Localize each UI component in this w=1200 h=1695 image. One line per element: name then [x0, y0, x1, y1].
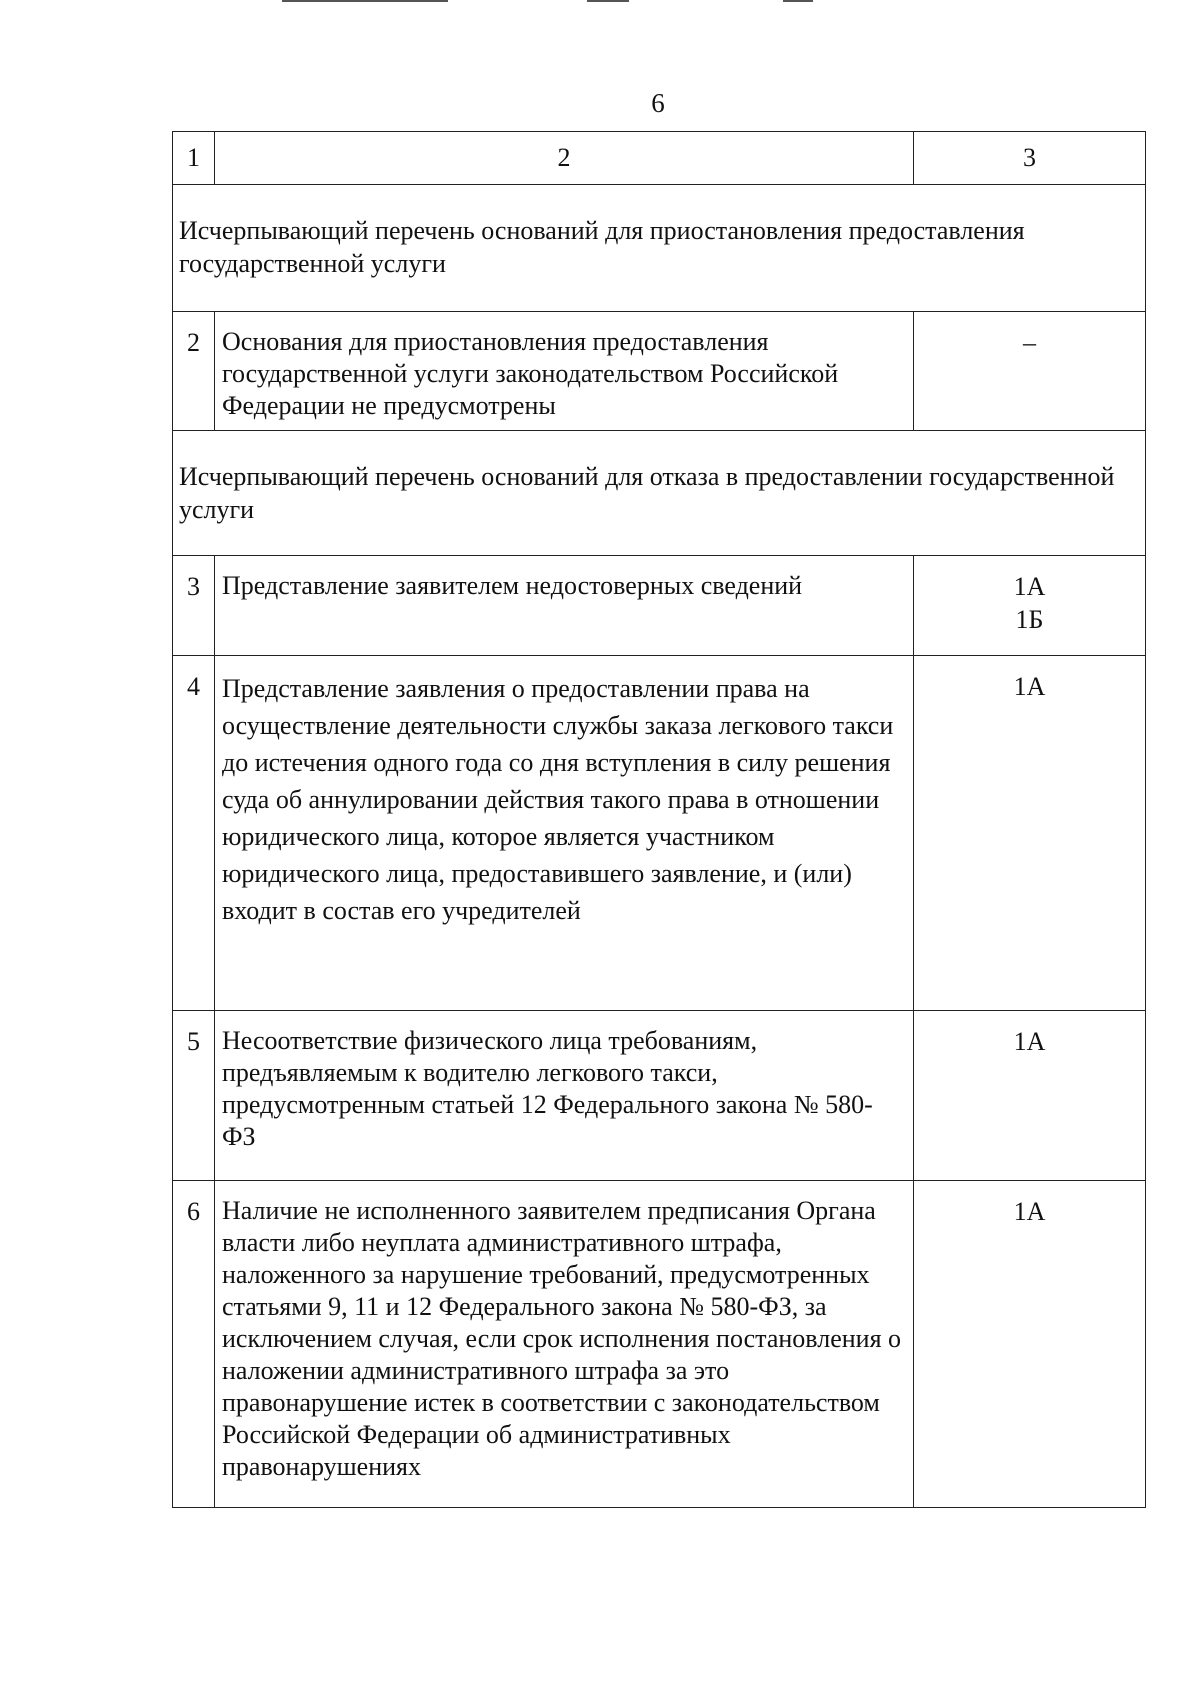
scan-artifact-line	[783, 0, 813, 2]
row-number: 6	[173, 1181, 215, 1508]
row-code: –	[1023, 328, 1036, 357]
table-row	[173, 312, 1146, 431]
row-codes	[914, 656, 1146, 1011]
scan-artifact-line	[282, 0, 448, 2]
table-row	[173, 556, 1146, 656]
column-header-2: 2	[215, 132, 914, 185]
section-heading-row	[173, 431, 1146, 556]
table-header-row	[173, 132, 1146, 185]
scan-artifact-line	[587, 0, 629, 2]
row-text: Основания для приостановления предоставления государственной услуги законодательством Российской Федерации не предусмотрены	[215, 312, 914, 431]
column-header-1: 1	[173, 132, 215, 185]
row-text: Представление заявления о предоставлении права на осуществление деятельности службы заказа легкового такси до истечения одного года со дня вступления в силу решения суда об аннулировании действия такого права в отношении юридического лица, которое является участником юридического лица, предоставившего заявление, и (или) входит в состав его учредителей	[215, 656, 914, 1011]
table-row	[173, 1181, 1146, 1508]
regulation-table	[172, 131, 1146, 1508]
row-text: Несоответствие физического лица требованиям, предъявляемым к водителю легкового такси, предусмотренным статьей 12 Федерального закона № 580-ФЗ	[215, 1011, 914, 1181]
row-number: 3	[173, 556, 215, 656]
row-code: 1А	[1013, 1197, 1046, 1226]
row-codes	[914, 1011, 1146, 1181]
row-codes	[914, 312, 1146, 431]
row-number: 5	[173, 1011, 215, 1181]
page-number: 6	[651, 88, 665, 118]
table-row	[173, 1011, 1146, 1181]
row-codes	[914, 1181, 1146, 1508]
row-code: 1А	[1013, 1027, 1046, 1056]
row-text: Наличие не исполненного заявителем предписания Органа власти либо неуплата административного штрафа, наложенного за нарушение требований, предусмотренных статьями 9, 11 и 12 Федерального закона № 580-ФЗ, за исключением случая, если срок исполнения постановления о наложении административного штрафа за это правонарушение истек в соответствии с законодательством Российской Федерации об административных правонарушениях	[215, 1181, 914, 1508]
table-row	[173, 656, 1146, 1011]
section-title-refusal: Исчерпывающий перечень оснований для отказа в предоставлении государственной услуги	[173, 431, 1146, 556]
section-title-suspension: Исчерпывающий перечень оснований для приостановления предоставления государственной услуги	[173, 185, 1146, 312]
column-header-3: 3	[914, 132, 1146, 185]
row-codes	[914, 556, 1146, 656]
section-heading-row	[173, 185, 1146, 312]
row-code: 1А	[1013, 672, 1046, 701]
row-code: 1Б	[1015, 605, 1044, 634]
row-code: 1А	[1013, 572, 1046, 601]
row-number: 2	[173, 312, 215, 431]
row-text: Представление заявителем недостоверных сведений	[215, 556, 914, 656]
row-number: 4	[173, 656, 215, 1011]
